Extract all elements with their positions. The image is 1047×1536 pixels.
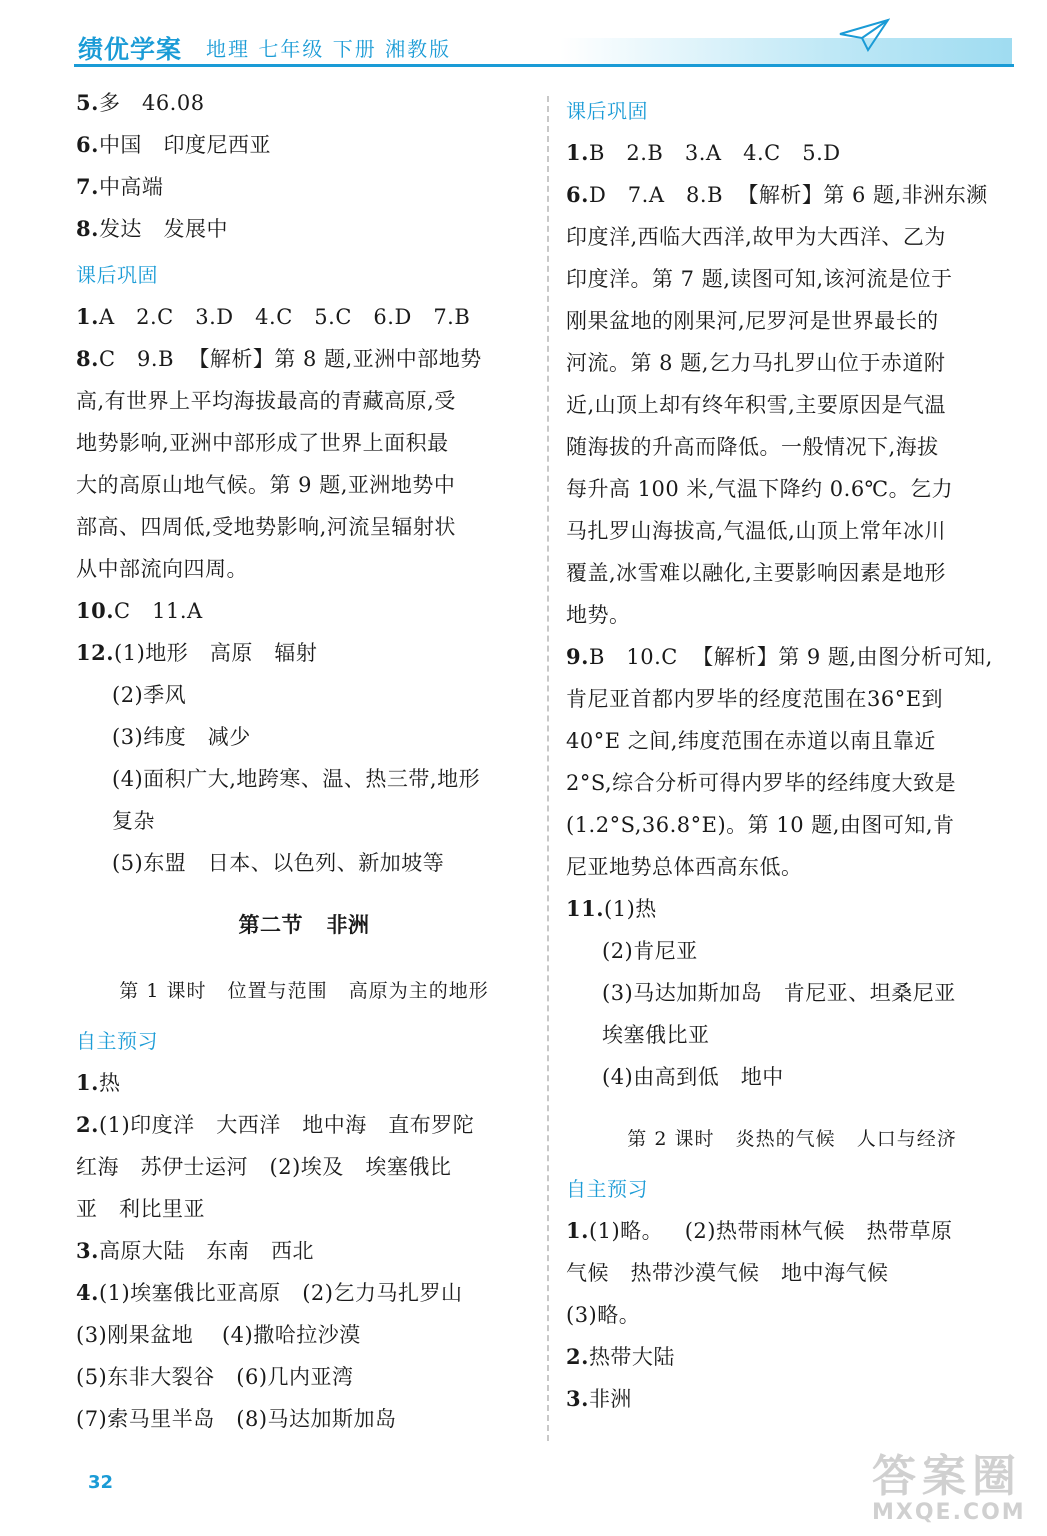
answer-text: 红海 苏伊士运河 (2)埃及 埃塞俄比 bbox=[76, 1155, 452, 1179]
answer-text: 马扎罗山海拔高,气温低,山顶上常年冰川 bbox=[566, 519, 946, 543]
answer-item bbox=[76, 124, 532, 166]
question-number: 10. bbox=[76, 598, 115, 623]
answer-text: (1)印度洋 大西洋 地中海 直布罗陀 bbox=[98, 1113, 475, 1137]
watermark bbox=[872, 1440, 1042, 1530]
answer-text: 地势影响,亚洲中部形成了世界上面积最 bbox=[76, 431, 449, 455]
answer-continuation bbox=[76, 548, 532, 590]
answer-continuation bbox=[566, 384, 1018, 426]
answer-text: (2)季风 bbox=[112, 683, 187, 707]
question-number: 8. bbox=[76, 346, 99, 371]
answer-text: 随海拔的升高而降低。一般情况下,海拔 bbox=[566, 435, 939, 459]
answer-continuation bbox=[76, 380, 532, 422]
header-band bbox=[560, 38, 1012, 64]
answer-continuation bbox=[76, 506, 532, 548]
answer-continuation bbox=[566, 846, 1018, 888]
answer-continuation bbox=[566, 426, 1018, 468]
answer-text: 中高端 bbox=[98, 175, 164, 199]
section-heading: 课后巩固 bbox=[566, 99, 648, 123]
answer-text: (5)东盟 日本、以色列、新加坡等 bbox=[112, 851, 445, 875]
answer-continuation bbox=[566, 552, 1018, 594]
answer-text: (3)纬度 减少 bbox=[112, 725, 251, 749]
answer-text: 每升高 100 米,气温下降约 0.6℃。乞力 bbox=[566, 477, 954, 501]
answer-item bbox=[566, 174, 1018, 216]
section-heading: 课后巩固 bbox=[76, 263, 158, 287]
answer-continuation bbox=[566, 300, 1018, 342]
question-number: 9. bbox=[566, 644, 589, 669]
answer-continuation bbox=[566, 1294, 1018, 1336]
answer-text: 印度洋,西临大西洋,故甲为大西洋、乙为 bbox=[566, 225, 946, 249]
answer-text: 部高、四周低,受地势影响,河流呈辐射状 bbox=[76, 515, 456, 539]
chapter-heading: 第二节 非洲 bbox=[238, 913, 370, 937]
lesson-heading: 第 2 课时 炎热的气候 人口与经济 bbox=[627, 1128, 957, 1150]
answer-item bbox=[76, 82, 532, 124]
answer-text: (7)索马里半岛 (8)马达加斯加岛 bbox=[76, 1407, 397, 1431]
answer-item bbox=[76, 208, 532, 250]
page-header bbox=[0, 0, 1047, 72]
question-number: 2. bbox=[76, 1112, 99, 1137]
answer-text: 热带大陆 bbox=[588, 1345, 675, 1369]
answer-text: (4)面积广大,地跨寒、温、热三带,地形 bbox=[112, 767, 481, 791]
answer-item bbox=[566, 1336, 1018, 1378]
answer-text: 中国 印度尼西亚 bbox=[98, 133, 271, 157]
answer-item bbox=[566, 132, 1018, 174]
question-number: 1. bbox=[566, 140, 589, 165]
answer-text: 热 bbox=[98, 1071, 121, 1095]
answer-continuation bbox=[566, 762, 1018, 804]
answer-text: 气候 热带沙漠气候 地中海气候 bbox=[566, 1261, 889, 1285]
answer-continuation bbox=[566, 1252, 1018, 1294]
answer-continuation bbox=[76, 464, 532, 506]
answer-continuation bbox=[566, 468, 1018, 510]
answer-text: D 7.A 8.B 【解析】第 6 题,非洲东濒 bbox=[588, 183, 988, 207]
question-number: 11. bbox=[566, 896, 605, 921]
answer-continuation bbox=[566, 594, 1018, 636]
paper-plane-icon bbox=[838, 18, 890, 52]
question-number: 1. bbox=[76, 304, 99, 329]
answer-item bbox=[76, 296, 532, 338]
question-number: 4. bbox=[76, 1280, 99, 1305]
answer-text: 2°S,综合分析可得内罗毕的经纬度大致是 bbox=[566, 771, 957, 795]
watermark-text: 答案圈 bbox=[872, 1451, 1022, 1502]
answer-continuation bbox=[566, 258, 1018, 300]
answer-text: (1.2°S,36.8°E)。第 10 题,由图可知,肯 bbox=[566, 813, 955, 837]
answer-text: (3)刚果盆地 (4)撒哈拉沙漠 bbox=[76, 1323, 361, 1347]
answer-text: A 2.C 3.D 4.C 5.C 6.D 7.B bbox=[98, 305, 471, 329]
answer-text: 多 46.08 bbox=[98, 91, 205, 115]
answer-continuation bbox=[76, 1398, 532, 1440]
question-number: 12. bbox=[76, 640, 115, 665]
question-number: 2. bbox=[566, 1344, 589, 1369]
answer-item bbox=[566, 636, 1018, 678]
answer-text: 发达 发展中 bbox=[98, 217, 228, 241]
answer-text: C 9.B 【解析】第 8 题,亚洲中部地势 bbox=[98, 347, 482, 371]
answer-continuation bbox=[566, 216, 1018, 258]
answer-item bbox=[566, 888, 1018, 930]
column-divider bbox=[547, 96, 549, 1441]
answer-text: 亚 利比里亚 bbox=[76, 1197, 206, 1221]
answer-text: 40°E 之间,纬度范围在赤道以南且靠近 bbox=[566, 729, 936, 753]
answer-item bbox=[566, 1210, 1018, 1252]
answer-continuation bbox=[76, 800, 532, 842]
answer-text: 大的高原山地气候。第 9 题,亚洲地势中 bbox=[76, 473, 456, 497]
book-subtitle: 地理 七年级 下册 湘教版 bbox=[206, 37, 452, 61]
answer-item bbox=[76, 1062, 532, 1104]
answer-continuation bbox=[566, 720, 1018, 762]
question-number: 6. bbox=[76, 132, 99, 157]
answer-item bbox=[76, 338, 532, 380]
answer-continuation bbox=[76, 1188, 532, 1230]
answer-text: 复杂 bbox=[112, 809, 155, 833]
answer-continuation bbox=[566, 804, 1018, 846]
answer-text: 从中部流向四周。 bbox=[76, 557, 248, 581]
answer-item bbox=[76, 590, 532, 632]
watermark-url: MXQE.COM bbox=[872, 1500, 1026, 1525]
answer-continuation bbox=[76, 842, 532, 884]
answer-item bbox=[76, 166, 532, 208]
header-rule bbox=[74, 64, 1014, 67]
answer-text: 河流。第 8 题,乞力马扎罗山位于赤道附 bbox=[566, 351, 946, 375]
answer-continuation bbox=[76, 1314, 532, 1356]
answer-text: 尼亚地势总体西高东低。 bbox=[566, 855, 803, 879]
answer-continuation bbox=[76, 674, 532, 716]
answer-text: 非洲 bbox=[588, 1387, 632, 1411]
answer-text: B 2.B 3.A 4.C 5.D bbox=[588, 141, 841, 165]
question-number: 5. bbox=[76, 90, 99, 115]
section-heading: 自主预习 bbox=[566, 1177, 648, 1201]
answer-continuation bbox=[566, 1056, 1018, 1098]
answer-text: (1)埃塞俄比亚高原 (2)乞力马扎罗山 bbox=[98, 1281, 463, 1305]
answer-continuation bbox=[76, 1356, 532, 1398]
answer-item bbox=[566, 1378, 1018, 1420]
answer-text: 肯尼亚首都内罗毕的经度范围在36°E到 bbox=[566, 687, 944, 711]
answer-continuation bbox=[566, 678, 1018, 720]
answer-continuation bbox=[76, 1146, 532, 1188]
answer-continuation bbox=[566, 972, 1018, 1014]
answer-continuation bbox=[566, 930, 1018, 972]
lesson-heading: 第 1 课时 位置与范围 高原为主的地形 bbox=[119, 980, 489, 1002]
answer-text: 高,有世界上平均海拔最高的青藏高原,受 bbox=[76, 389, 456, 413]
answer-text: 印度洋。第 7 题,读图可知,该河流是位于 bbox=[566, 267, 953, 291]
brand-logo: 绩优学案 bbox=[78, 35, 183, 64]
answer-text: 覆盖,冰雪难以融化,主要影响因素是地形 bbox=[566, 561, 946, 585]
answer-text: C 11.A bbox=[114, 599, 203, 623]
answer-item bbox=[76, 1230, 532, 1272]
answer-continuation bbox=[566, 342, 1018, 384]
answer-text: (1)地形 高原 辐射 bbox=[114, 641, 318, 665]
answer-item bbox=[76, 1104, 532, 1146]
question-number: 3. bbox=[76, 1238, 99, 1263]
answer-text: 埃塞俄比亚 bbox=[602, 1023, 710, 1047]
answer-continuation bbox=[76, 422, 532, 464]
answer-text: (3)略。 bbox=[566, 1303, 641, 1327]
question-number: 8. bbox=[76, 216, 99, 241]
question-number: 7. bbox=[76, 174, 99, 199]
question-number: 1. bbox=[566, 1218, 589, 1243]
answer-text: (1)热 bbox=[604, 897, 657, 921]
question-number: 6. bbox=[566, 182, 589, 207]
answer-text: B 10.C 【解析】第 9 题,由图分析可知, bbox=[588, 645, 993, 669]
answer-text: 高原大陆 东南 西北 bbox=[98, 1239, 314, 1263]
answer-text: 刚果盆地的刚果河,尼罗河是世界最长的 bbox=[566, 309, 939, 333]
answer-item bbox=[76, 632, 532, 674]
answer-text: (5)东非大裂谷 (6)几内亚湾 bbox=[76, 1365, 354, 1389]
question-number: 1. bbox=[76, 1070, 99, 1095]
answer-text: 地势。 bbox=[566, 603, 631, 627]
answer-text: (4)由高到低 地中 bbox=[602, 1065, 784, 1089]
question-number: 3. bbox=[566, 1386, 589, 1411]
answer-continuation bbox=[76, 758, 532, 800]
answer-continuation bbox=[76, 716, 532, 758]
answer-item bbox=[76, 1272, 532, 1314]
answer-text: (1)略。 (2)热带雨林气候 热带草原 bbox=[588, 1219, 953, 1243]
answer-text: (3)马达加斯加岛 肯尼亚、坦桑尼亚 bbox=[602, 981, 956, 1005]
answer-continuation bbox=[566, 1014, 1018, 1056]
section-heading: 自主预习 bbox=[76, 1029, 158, 1053]
answer-text: 近,山顶上却有终年积雪,主要原因是气温 bbox=[566, 393, 946, 417]
page-number: 32 bbox=[88, 1472, 114, 1493]
answer-text: (2)肯尼亚 bbox=[602, 939, 698, 963]
answer-continuation bbox=[566, 510, 1018, 552]
